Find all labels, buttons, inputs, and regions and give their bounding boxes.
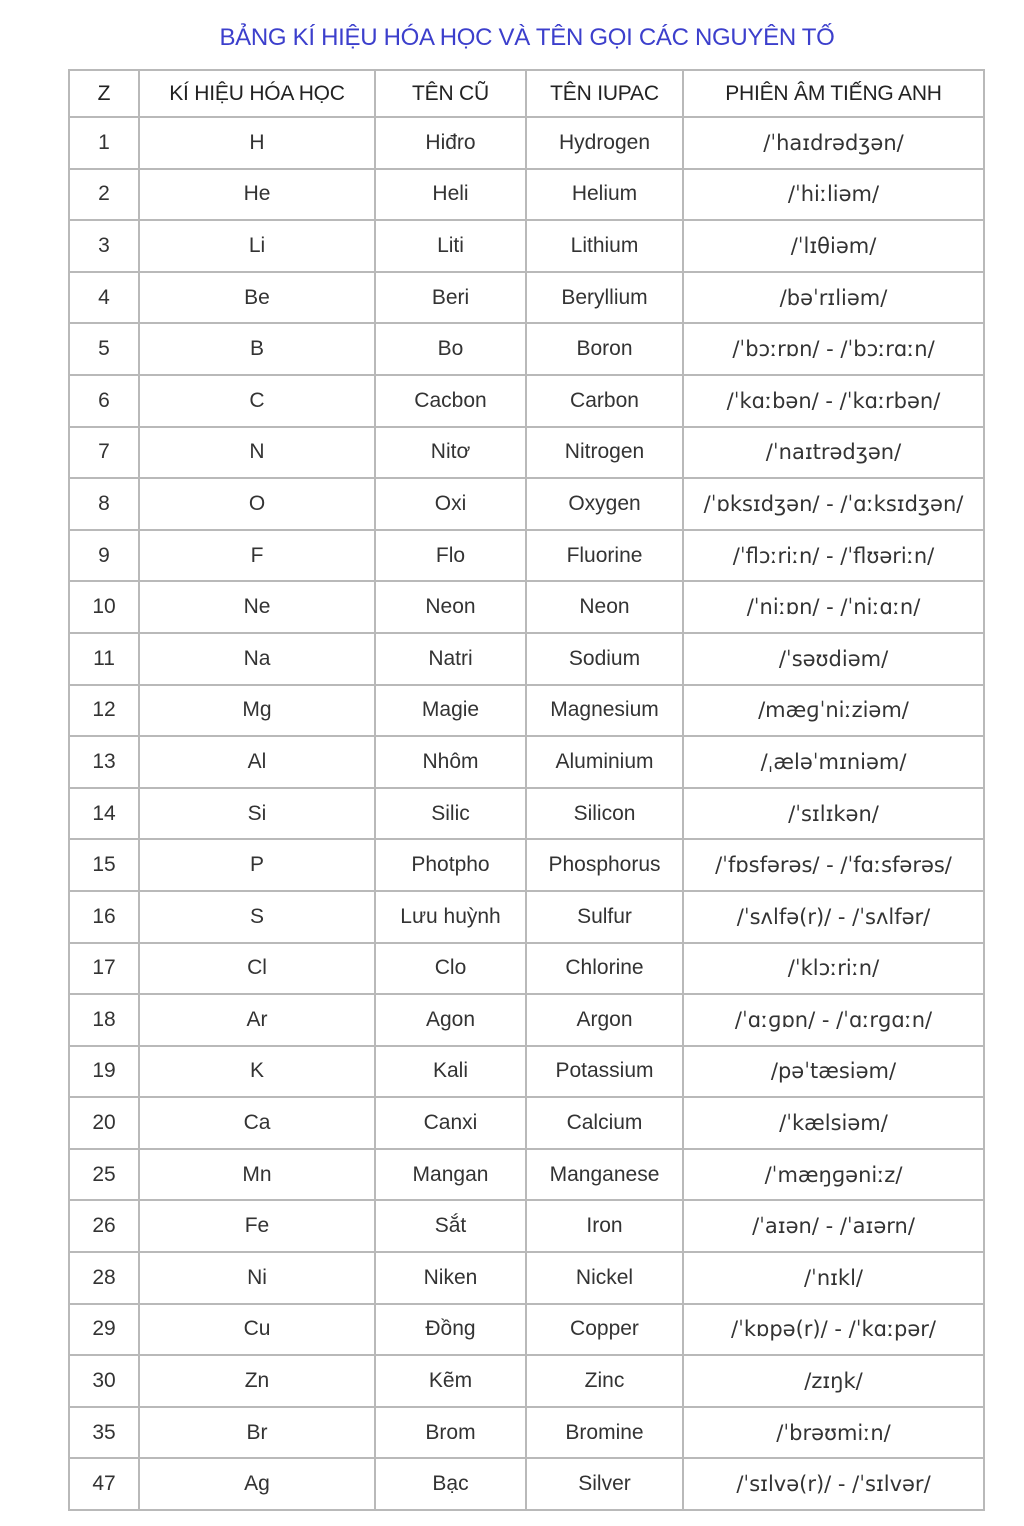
table-row bbox=[69, 891, 984, 943]
cell-pronunciation: /ˈkɑːbən/ - /ˈkɑːrbən/ bbox=[683, 375, 984, 427]
cell-symbol: He bbox=[139, 169, 375, 221]
cell-old-name: Hiđro bbox=[375, 117, 526, 169]
cell-iupac-name: Potassium bbox=[526, 1046, 683, 1098]
cell-old-name: Natri bbox=[375, 633, 526, 685]
table-row bbox=[69, 375, 984, 427]
cell-pronunciation: /ˈɑːɡɒn/ - /ˈɑːrɡɑːn/ bbox=[683, 994, 984, 1046]
cell-old-name: Đồng bbox=[375, 1304, 526, 1356]
cell-symbol: Si bbox=[139, 788, 375, 840]
cell-symbol: F bbox=[139, 530, 375, 582]
elements-table bbox=[68, 69, 985, 1511]
cell-iupac-name: Beryllium bbox=[526, 272, 683, 324]
cell-pronunciation: /ˈfɒsfərəs/ - /ˈfɑːsfərəs/ bbox=[683, 839, 984, 891]
table-row bbox=[69, 117, 984, 169]
cell-iupac-name: Sodium bbox=[526, 633, 683, 685]
cell-pronunciation: /ˈkælsiəm/ bbox=[683, 1097, 984, 1149]
cell-atomic-number: 29 bbox=[69, 1304, 139, 1356]
cell-atomic-number: 3 bbox=[69, 220, 139, 272]
cell-old-name: Sắt bbox=[375, 1200, 526, 1252]
cell-iupac-name: Magnesium bbox=[526, 685, 683, 737]
cell-old-name: Agon bbox=[375, 994, 526, 1046]
cell-symbol: Al bbox=[139, 736, 375, 788]
cell-symbol: C bbox=[139, 375, 375, 427]
cell-old-name: Kẽm bbox=[375, 1355, 526, 1407]
cell-atomic-number: 35 bbox=[69, 1407, 139, 1459]
header-symbol: KÍ HIỆU HÓA HỌC bbox=[139, 70, 375, 117]
cell-pronunciation: /ˈaɪən/ - /ˈaɪərn/ bbox=[683, 1200, 984, 1252]
cell-pronunciation: /ˈmæŋɡəniːz/ bbox=[683, 1149, 984, 1201]
header-pronunciation: PHIÊN ÂM TIẾNG ANH bbox=[683, 70, 984, 117]
cell-old-name: Canxi bbox=[375, 1097, 526, 1149]
cell-iupac-name: Phosphorus bbox=[526, 839, 683, 891]
table-row bbox=[69, 272, 984, 324]
header-iupac-name: TÊN IUPAC bbox=[526, 70, 683, 117]
cell-old-name: Bo bbox=[375, 323, 526, 375]
cell-iupac-name: Zinc bbox=[526, 1355, 683, 1407]
cell-pronunciation: /ˌæləˈmɪniəm/ bbox=[683, 736, 984, 788]
cell-symbol: Fe bbox=[139, 1200, 375, 1252]
cell-iupac-name: Copper bbox=[526, 1304, 683, 1356]
cell-pronunciation: /ˈsɪlɪkən/ bbox=[683, 788, 984, 840]
table-row bbox=[69, 169, 984, 221]
cell-atomic-number: 12 bbox=[69, 685, 139, 737]
table-row bbox=[69, 1046, 984, 1098]
cell-pronunciation: /ˈbɔːrɒn/ - /ˈbɔːrɑːn/ bbox=[683, 323, 984, 375]
table-row bbox=[69, 994, 984, 1046]
cell-old-name: Heli bbox=[375, 169, 526, 221]
table-row bbox=[69, 220, 984, 272]
cell-iupac-name: Aluminium bbox=[526, 736, 683, 788]
cell-old-name: Beri bbox=[375, 272, 526, 324]
cell-iupac-name: Sulfur bbox=[526, 891, 683, 943]
cell-symbol: Ag bbox=[139, 1458, 375, 1510]
cell-symbol: Na bbox=[139, 633, 375, 685]
cell-atomic-number: 26 bbox=[69, 1200, 139, 1252]
table-row bbox=[69, 788, 984, 840]
cell-iupac-name: Manganese bbox=[526, 1149, 683, 1201]
cell-pronunciation: /ˈsʌlfə(r)/ - /ˈsʌlfər/ bbox=[683, 891, 984, 943]
cell-old-name: Brom bbox=[375, 1407, 526, 1459]
cell-iupac-name: Silver bbox=[526, 1458, 683, 1510]
cell-old-name: Nitơ bbox=[375, 427, 526, 479]
cell-iupac-name: Hydrogen bbox=[526, 117, 683, 169]
cell-old-name: Cacbon bbox=[375, 375, 526, 427]
cell-symbol: H bbox=[139, 117, 375, 169]
cell-pronunciation: /ˈhaɪdrədʒən/ bbox=[683, 117, 984, 169]
cell-old-name: Nhôm bbox=[375, 736, 526, 788]
cell-pronunciation: /ˈflɔːriːn/ - /ˈflʊəriːn/ bbox=[683, 530, 984, 582]
cell-iupac-name: Oxygen bbox=[526, 478, 683, 530]
cell-atomic-number: 30 bbox=[69, 1355, 139, 1407]
cell-old-name: Lưu huỳnh bbox=[375, 891, 526, 943]
cell-old-name: Oxi bbox=[375, 478, 526, 530]
cell-pronunciation: /mæɡˈniːziəm/ bbox=[683, 685, 984, 737]
table-row bbox=[69, 1097, 984, 1149]
cell-pronunciation: /ˈɒksɪdʒən/ - /ˈɑːksɪdʒən/ bbox=[683, 478, 984, 530]
cell-atomic-number: 47 bbox=[69, 1458, 139, 1510]
table-row bbox=[69, 1200, 984, 1252]
cell-symbol: Be bbox=[139, 272, 375, 324]
table-row bbox=[69, 839, 984, 891]
header-z: Z bbox=[69, 70, 139, 117]
table-row bbox=[69, 478, 984, 530]
cell-pronunciation: /ˈsəʊdiəm/ bbox=[683, 633, 984, 685]
table-row bbox=[69, 581, 984, 633]
cell-old-name: Niken bbox=[375, 1252, 526, 1304]
cell-symbol: Cl bbox=[139, 943, 375, 995]
table-row bbox=[69, 323, 984, 375]
header-old-name: TÊN CŨ bbox=[375, 70, 526, 117]
cell-iupac-name: Lithium bbox=[526, 220, 683, 272]
cell-old-name: Liti bbox=[375, 220, 526, 272]
cell-old-name: Bạc bbox=[375, 1458, 526, 1510]
table-row bbox=[69, 1304, 984, 1356]
cell-symbol: Cu bbox=[139, 1304, 375, 1356]
cell-old-name: Kali bbox=[375, 1046, 526, 1098]
cell-symbol: Li bbox=[139, 220, 375, 272]
cell-pronunciation: /ˈsɪlvə(r)/ - /ˈsɪlvər/ bbox=[683, 1458, 984, 1510]
cell-symbol: N bbox=[139, 427, 375, 479]
cell-atomic-number: 6 bbox=[69, 375, 139, 427]
cell-symbol: O bbox=[139, 478, 375, 530]
table-row bbox=[69, 1252, 984, 1304]
cell-old-name: Silic bbox=[375, 788, 526, 840]
cell-atomic-number: 17 bbox=[69, 943, 139, 995]
cell-atomic-number: 18 bbox=[69, 994, 139, 1046]
cell-atomic-number: 20 bbox=[69, 1097, 139, 1149]
cell-old-name: Clo bbox=[375, 943, 526, 995]
cell-old-name: Mangan bbox=[375, 1149, 526, 1201]
cell-symbol: Br bbox=[139, 1407, 375, 1459]
cell-atomic-number: 8 bbox=[69, 478, 139, 530]
cell-atomic-number: 14 bbox=[69, 788, 139, 840]
table-row bbox=[69, 530, 984, 582]
cell-atomic-number: 9 bbox=[69, 530, 139, 582]
cell-pronunciation: /bəˈrɪliəm/ bbox=[683, 272, 984, 324]
cell-iupac-name: Neon bbox=[526, 581, 683, 633]
cell-atomic-number: 16 bbox=[69, 891, 139, 943]
cell-pronunciation: /ˈniːɒn/ - /ˈniːɑːn/ bbox=[683, 581, 984, 633]
cell-old-name: Flo bbox=[375, 530, 526, 582]
cell-iupac-name: Helium bbox=[526, 169, 683, 221]
cell-iupac-name: Bromine bbox=[526, 1407, 683, 1459]
cell-atomic-number: 7 bbox=[69, 427, 139, 479]
cell-pronunciation: /ˈlɪθiəm/ bbox=[683, 220, 984, 272]
cell-iupac-name: Carbon bbox=[526, 375, 683, 427]
table-row bbox=[69, 1458, 984, 1510]
cell-atomic-number: 5 bbox=[69, 323, 139, 375]
table-row bbox=[69, 1355, 984, 1407]
cell-symbol: Ni bbox=[139, 1252, 375, 1304]
cell-symbol: Ca bbox=[139, 1097, 375, 1149]
cell-iupac-name: Silicon bbox=[526, 788, 683, 840]
cell-symbol: B bbox=[139, 323, 375, 375]
table-row bbox=[69, 685, 984, 737]
cell-pronunciation: /ˈnɪkl/ bbox=[683, 1252, 984, 1304]
cell-atomic-number: 13 bbox=[69, 736, 139, 788]
cell-symbol: S bbox=[139, 891, 375, 943]
cell-iupac-name: Argon bbox=[526, 994, 683, 1046]
table-header-row bbox=[69, 70, 984, 117]
cell-old-name: Photpho bbox=[375, 839, 526, 891]
table-row bbox=[69, 1407, 984, 1459]
table-row bbox=[69, 427, 984, 479]
cell-iupac-name: Calcium bbox=[526, 1097, 683, 1149]
cell-symbol: Ne bbox=[139, 581, 375, 633]
cell-pronunciation: /ˈbrəʊmiːn/ bbox=[683, 1407, 984, 1459]
cell-iupac-name: Nickel bbox=[526, 1252, 683, 1304]
cell-pronunciation: /ˈkɒpə(r)/ - /ˈkɑːpər/ bbox=[683, 1304, 984, 1356]
cell-symbol: Mn bbox=[139, 1149, 375, 1201]
cell-pronunciation: /ˈnaɪtrədʒən/ bbox=[683, 427, 984, 479]
page-title: BẢNG KÍ HIỆU HÓA HỌC VÀ TÊN GỌI CÁC NGUYÊN TỐ bbox=[219, 24, 835, 51]
table-row bbox=[69, 736, 984, 788]
cell-atomic-number: 11 bbox=[69, 633, 139, 685]
cell-pronunciation: /ˈklɔːriːn/ bbox=[683, 943, 984, 995]
cell-pronunciation: /pəˈtæsiəm/ bbox=[683, 1046, 984, 1098]
cell-atomic-number: 25 bbox=[69, 1149, 139, 1201]
cell-old-name: Neon bbox=[375, 581, 526, 633]
cell-atomic-number: 2 bbox=[69, 169, 139, 221]
cell-old-name: Magie bbox=[375, 685, 526, 737]
table-row bbox=[69, 1149, 984, 1201]
cell-iupac-name: Chlorine bbox=[526, 943, 683, 995]
cell-pronunciation: /ˈhiːliəm/ bbox=[683, 169, 984, 221]
table-row bbox=[69, 633, 984, 685]
table-body bbox=[69, 117, 984, 1510]
cell-atomic-number: 1 bbox=[69, 117, 139, 169]
cell-atomic-number: 19 bbox=[69, 1046, 139, 1098]
cell-atomic-number: 10 bbox=[69, 581, 139, 633]
cell-iupac-name: Fluorine bbox=[526, 530, 683, 582]
cell-iupac-name: Boron bbox=[526, 323, 683, 375]
cell-iupac-name: Iron bbox=[526, 1200, 683, 1252]
cell-atomic-number: 15 bbox=[69, 839, 139, 891]
cell-atomic-number: 28 bbox=[69, 1252, 139, 1304]
cell-atomic-number: 4 bbox=[69, 272, 139, 324]
cell-symbol: P bbox=[139, 839, 375, 891]
cell-iupac-name: Nitrogen bbox=[526, 427, 683, 479]
cell-symbol: Ar bbox=[139, 994, 375, 1046]
cell-symbol: Mg bbox=[139, 685, 375, 737]
cell-pronunciation: /zɪŋk/ bbox=[683, 1355, 984, 1407]
cell-symbol: K bbox=[139, 1046, 375, 1098]
cell-symbol: Zn bbox=[139, 1355, 375, 1407]
table-row bbox=[69, 943, 984, 995]
